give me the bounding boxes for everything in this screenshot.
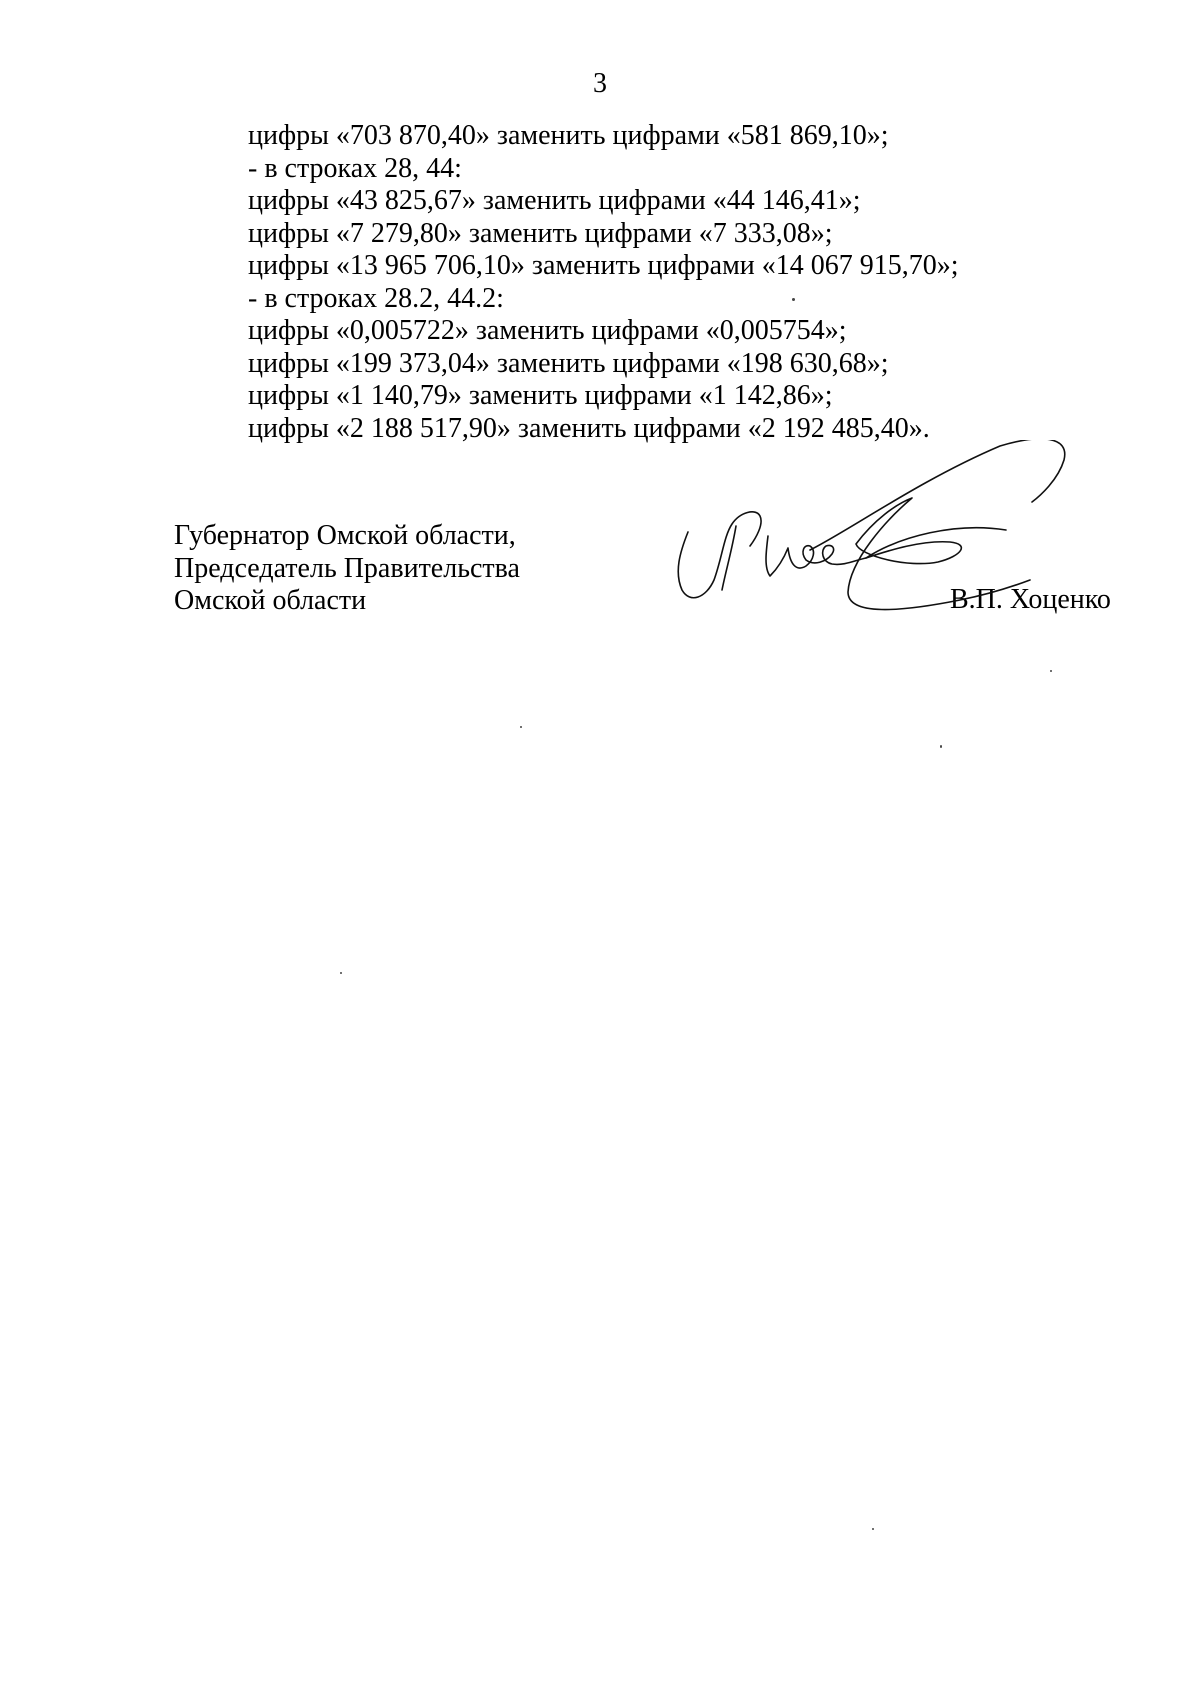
signature-stroke [678, 512, 761, 598]
signature-stroke [766, 536, 866, 576]
rows-heading: - в строках 28.2, 44.2: [248, 282, 504, 314]
signatory-title-line: Председатель Правительства [174, 552, 520, 584]
rows-heading: - в строках 28, 44: [248, 152, 462, 184]
scan-speck [940, 745, 942, 748]
scan-speck [792, 298, 795, 301]
amendment-line: цифры «43 825,67» заменить цифрами «44 146,41»; [248, 185, 861, 216]
amendment-line: цифры «1 140,79» заменить цифрами «1 142,86»; [248, 380, 833, 411]
signature-stroke [848, 498, 1030, 610]
amendment-list [248, 120, 1108, 445]
scan-speck [1050, 670, 1052, 672]
signature-stroke [722, 526, 736, 590]
signature-stroke [810, 440, 1065, 550]
page-number: 3 [593, 68, 607, 99]
amendment-line: цифры «7 279,80» заменить цифрами «7 333,08»; [248, 217, 833, 249]
scan-speck [520, 726, 522, 728]
amendment-line: цифры «13 965 706,10» заменить цифрами «14 067 915,70»; [248, 250, 959, 281]
signatory-title [174, 520, 520, 618]
amendment-line: цифры «703 870,40» заменить цифрами «581 869,10»; [248, 120, 889, 151]
signatory-title-line: Губернатор Омской области, [174, 520, 516, 551]
signatory-name: В.П. Хоценко [950, 584, 1111, 615]
signature-stroke [866, 528, 1006, 558]
amendment-line: цифры «0,005722» заменить цифрами «0,005754»; [248, 315, 847, 346]
amendment-line: цифры «2 188 517,90» заменить цифрами «2 192 485,40». [248, 412, 930, 444]
amendment-line: цифры «199 373,04» заменить цифрами «198 630,68»; [248, 347, 889, 379]
scan-speck [872, 1528, 874, 1530]
signatory-title-line: Омской области [174, 585, 367, 616]
handwritten-signature [660, 440, 1120, 660]
scan-speck [340, 972, 342, 974]
